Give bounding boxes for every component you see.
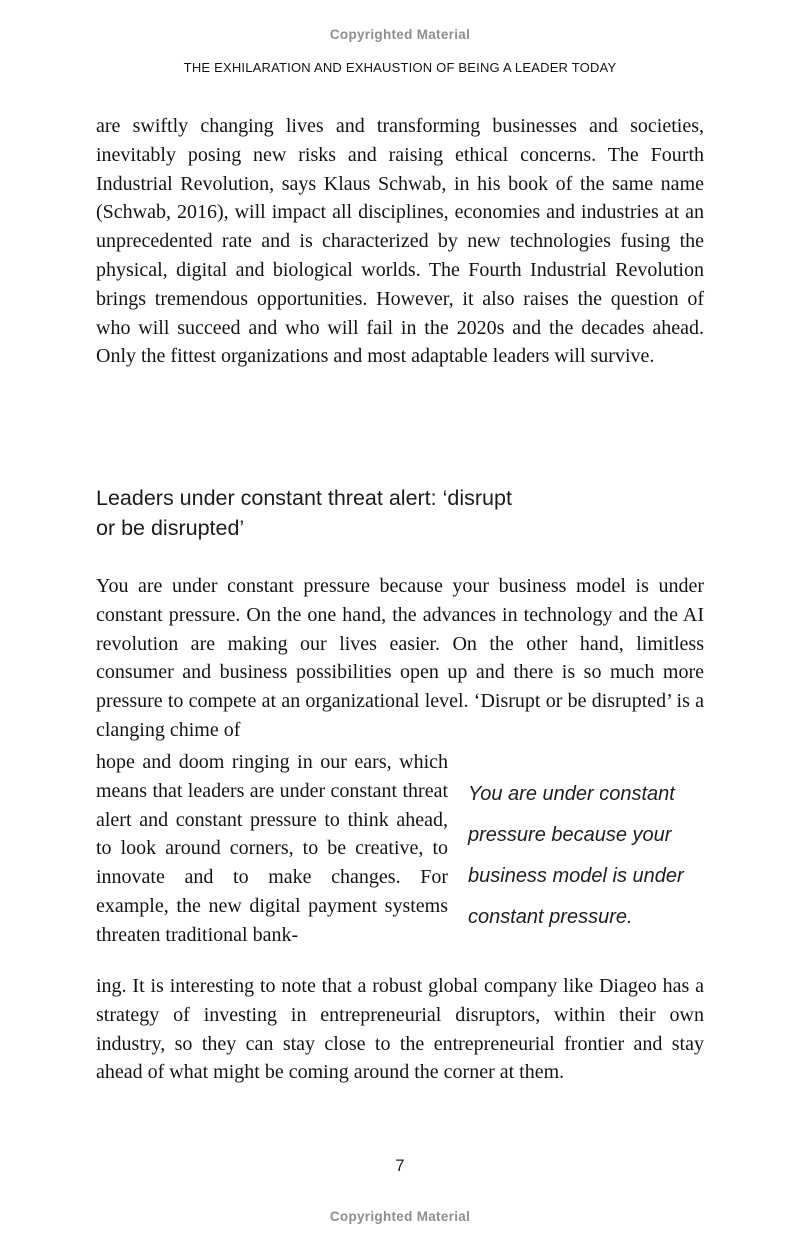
copyright-watermark-bottom: Copyrighted Material: [329, 1209, 471, 1224]
body-paragraph-1: are swiftly changing lives and transforming businesses and societies, inevitably posing new risks and raising ethical concerns. The Fourth Industrial Revolution, says Klaus Schwab, in his book of the same name (Schwab, 2016), will impact all disciplines, economies and industries at an unprecedented rate and is characterized by new technologies fusing the physical, digital and biological worlds. The Fourth Industrial Revolution brings tremendous opportunities. However, it also raises the question of who will succeed and who will fail in the 2020s and the decades ahead. Only the fittest organizations and most adaptable leaders will survive.: [96, 115, 704, 368]
running-head: THE EXHILARATION AND EXHAUSTION OF BEING A LEADER TODAY: [183, 60, 617, 75]
section-heading: [96, 483, 704, 543]
copyright-watermark-top: Copyrighted Material: [329, 27, 471, 42]
section-heading-line-2: or be disrupted’: [96, 516, 245, 540]
body-paragraph-2-intro: You are under constant pressure because your business model is under constant pressure. On the one hand, the advances in technology and the AI revolution are making our lives easier. On the other hand, limitless consumer and business possibilities open up and there is so much more pressure to compete at an organizational level. ‘Disrupt or be disrupted’ is a clanging chime of: [96, 575, 704, 741]
body-paragraph-2-end: ing. It is interesting to note that a robust global company like Diageo has a strategy of investing in entrepreneurial disruptors, within their own industry, so they can stay close to the entrepreneurial frontier and stay ahead of what might be coming around the corner at them.: [96, 975, 704, 1084]
text-and-pull-quote-row: [96, 748, 704, 950]
body-paragraph-2-wrapped-text: hope and doom ringing in our ears, which means that leaders are under constant threat alert and constant pressure to think ahead, to look around corners, to be creative, to innovate and to make changes. For example, the new digital payment systems threaten traditional bank-: [96, 751, 448, 946]
page-number: 7: [395, 1157, 405, 1175]
section-heading-line-1: Leaders under constant threat alert: ‘disrupt: [96, 486, 512, 510]
pull-quote: You are under constant pressure because your business model is under constant pressure.: [468, 783, 684, 928]
